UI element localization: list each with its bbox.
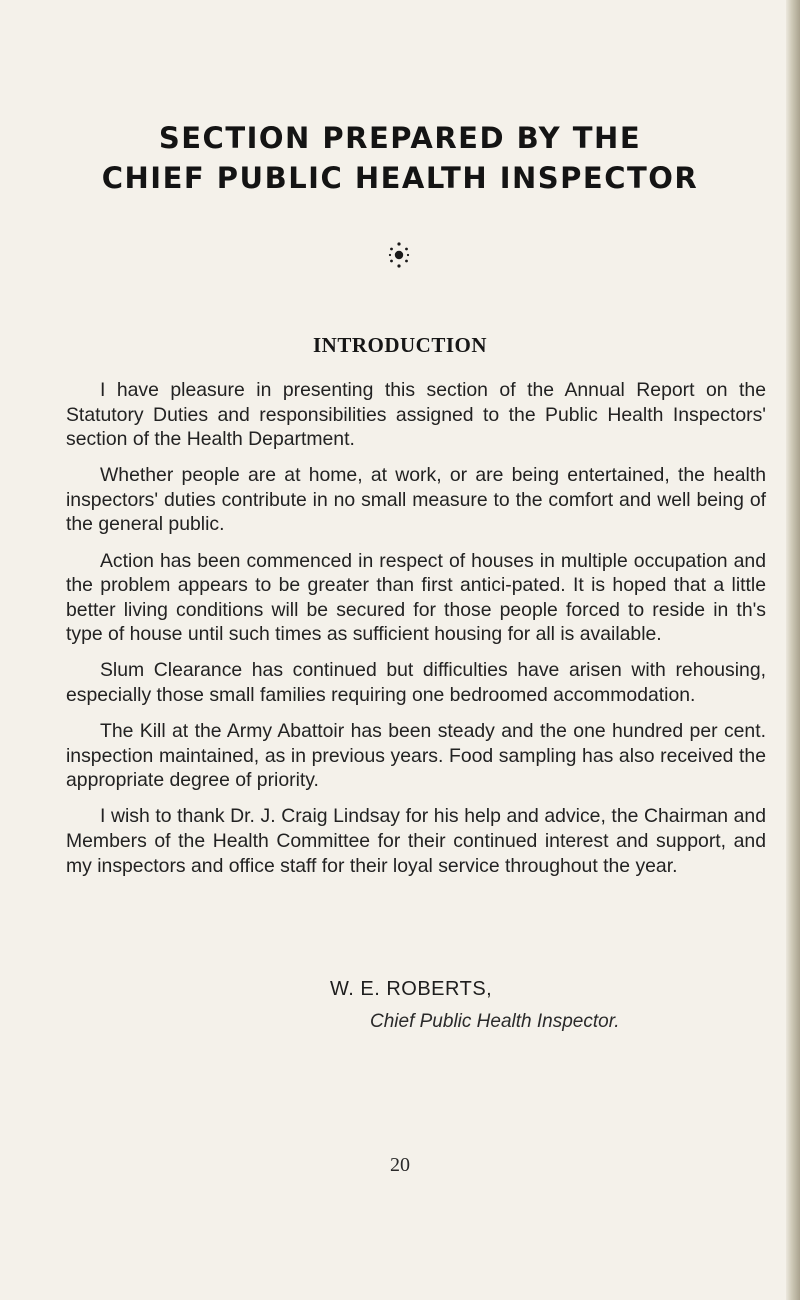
paragraph-1: I have pleasure in presenting this section of the Annual Report on the Statutory Duties and responsibilities assigned to the Public Health Inspectors' section of the Health Department. xyxy=(66,379,766,451)
paragraph-3: Action has been commenced in respect of houses in multiple occupation and the problem appears to be greater than first antici-pated. It is hoped that a little better living conditions will be secured for those people forced to reside in th's type of house until such times as sufficient housing for all is available. xyxy=(66,549,766,646)
introduction-heading: INTRODUCTION xyxy=(312,333,488,357)
signatory-title: Chief Public Health Inspector. xyxy=(370,1011,620,1032)
section-title-line-1: SECTION PREPARED BY THE xyxy=(158,121,642,155)
section-title-line-2: CHIEF PUBLIC HEALTH INSPECTOR xyxy=(101,161,699,195)
page-number: 20 xyxy=(390,1154,410,1176)
floral-ornament-icon xyxy=(388,240,410,270)
paragraph-4: Slum Clearance has continued but difficulties have arisen with rehousing, especially those small families requiring one bedroomed accommodation. xyxy=(66,659,766,707)
paragraph-5: The Kill at the Army Abattoir has been steady and the one hundred per cent. inspection maintained, as in previous years. Food sampling has also received the appropriate degree of priority. xyxy=(66,720,766,792)
section-title xyxy=(0,118,800,198)
signatory-name: W. E. ROBERTS, xyxy=(330,978,493,1000)
signature-block xyxy=(330,978,620,1033)
paragraph-6: I wish to thank Dr. J. Craig Lindsay for his help and advice, the Chairman and Members of the Health Committee for their continued interest and support, and my inspectors and office staff for their loyal service throughout the year. xyxy=(66,805,766,877)
paragraph-2: Whether people are at home, at work, or are being entertained, the health inspectors' duties contribute in no small measure to the comfort and well being of the general public. xyxy=(66,464,766,536)
body-text xyxy=(66,378,766,890)
